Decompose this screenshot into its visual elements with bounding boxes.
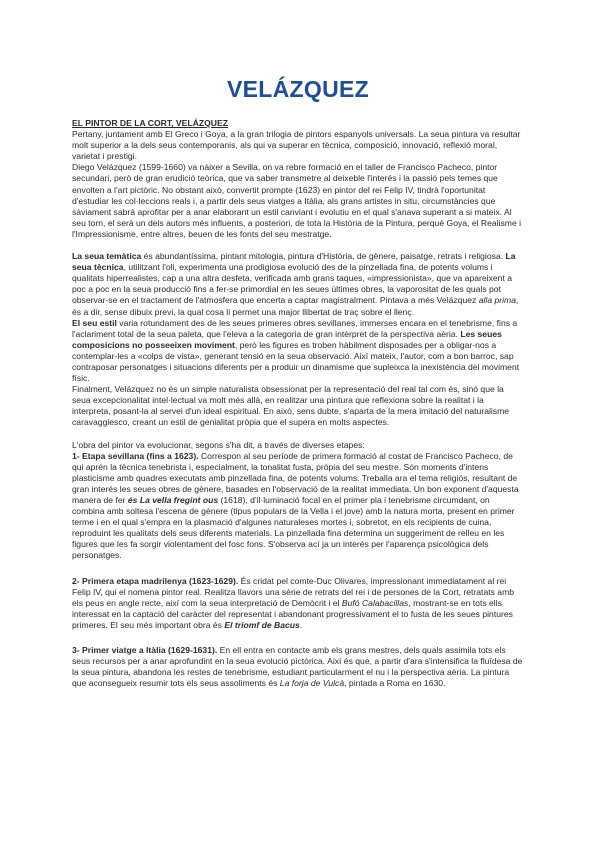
tematica-text-2: , utilitzant l'oli, experimenta una prodigiosa evolució des de la pinzellada fina, de potents volums i qualitats hiperrealistes, cap a una altra desfeta, verificada amb grans taques, «impressionista» bbox=[72, 262, 493, 284]
etapa-3-section bbox=[72, 645, 524, 689]
composicions-lead: Les seues composicions no posseeixen moviment bbox=[72, 328, 502, 350]
section-subtitle: EL PINTOR DE LA CORT, VELÁZQUEZ bbox=[72, 118, 228, 128]
etapa-2-paragraph bbox=[72, 576, 524, 631]
tematica-text-3: , és a dir, sense dibuix previ, la qual cosa li permet una major llibertat de traç sobre el llenç. bbox=[72, 295, 519, 317]
etapes-intro: L'obra del pintor va evolucionar, segons s'ha dit, a través de diverses etapes: bbox=[72, 439, 365, 450]
etapa-2-text-2: , mostrant-se en tots ells interessat en la captació del caràcter del representat i abandonant progressivament el to fusta de les seues pintures primeres. El seu més important obra és bbox=[72, 597, 513, 630]
etapa-3-text-2: , pintada a Roma en 1630. bbox=[344, 678, 446, 689]
etapa-3-lead: 3- Primer viatge a Itàlia (1629-1631). bbox=[72, 645, 218, 656]
etapa-1-paragraph bbox=[72, 451, 524, 562]
tematica-text-1: és abundantíssima, pintant mitologia, pintura d'Història, de gènere, paisatge, retrats i religiosa. bbox=[141, 251, 506, 262]
tematica-text-2b: , que va apareixent a poc a poc en la seua producció fins a fer-se primordial en les seues últimes obres, la vaporositat de les quals pot observar-se en el tractament de l'atmosfera que encerta a captar magistralment. Pintava a més Velázquez bbox=[72, 273, 512, 306]
tecnica-lead: La seua tècnica bbox=[72, 251, 516, 273]
etapa-3-text-1: En ell entra en contacte amb els grans mestres, dels quals assimila tots els seus recursos per a anar aprofundint en la seua evolució pictòrica. Així és que, a partir d'ara s'intensifica la fluïdesa de la seua pintura, abandona les restes de tenebrisme, estudiant particularment el nu i la perspectiva aèria. La pintura que aconsegueix resumir tots els seus assoliments és bbox=[72, 645, 523, 689]
etapa-1-text-1: Correspon al seu període de primera formació al costat de Francisco Pacheco, de qui aprén la tècnica tenebrista i, especialment, la tonalitat fusta, pròpia del seu mestre. Són moments d'intens plasticisme amb quadres executats amb pinzellada fina, de potents volums. Treballa ara el tema religiós, resultant de gran interés les seues obres de gènere, basades en l'observació de la realitat immediata. Un bon exponent d'aquesta manera de fer bbox=[72, 450, 519, 505]
tematica-section bbox=[72, 251, 524, 429]
etapa-1-text-2: (1618), d'il·luminació focal en el primer pla i tenebrisme circumdant, on combina amb soltesa l'escena de gènere (tipus populars de la Vella i el jove) amb la natura morta, present en primer terme i en el qual s'empra en la plasmació d'algunes naturaleses mortes i, sobretot, en els recipients de cuina, reproduint les qualitats dels seus diferents materials. La pinzellada fina determina un suggeriment de relleu en les figures que les fa sorgir violentament del fosc fons. S'observa ací ja un interés per l'aparença psicològica dels personatges. bbox=[72, 495, 515, 561]
intro-section bbox=[72, 118, 524, 240]
estil-text-1: varia rotundament des de les seues primeres obres sevillanes, immerses encara en el tenebrisme, fins a l'aclariment total de la seua paleta, que l'eleva a la categoria de gran intèrpret de la perspectiva aèria. bbox=[72, 317, 518, 339]
alla-prima-term: alla prima bbox=[478, 295, 516, 306]
page-title: VELÁZQUEZ bbox=[227, 76, 369, 102]
bufo-title: Bufó Calabacillas bbox=[341, 597, 409, 608]
etapa-2-section bbox=[72, 576, 524, 631]
etapa-3-work: La forja de Vulcà bbox=[279, 678, 345, 689]
etapa-1-lead: 1- Etapa sevillana (fins a 1623). bbox=[72, 450, 199, 461]
finalment-paragraph: Finalment, Velázquez no és un simple naturalista obsessionat per la representació del real tal com és, sinó que la seua excepcionalitat intel·lectual va molt més allà, en realitzar una pintura que reflexiona sobre la realitat i la interpreta, posant-la al servei d'un ideal espiritual. En això, sens dubte, s'aparta de la mera imitació del naturalisme caravaggiesco, creant un estil de genialitat pròpia que el supera en molts aspectes. bbox=[72, 384, 510, 428]
tematica-lead: La seua temàtica bbox=[72, 251, 142, 262]
tematica-paragraph bbox=[72, 251, 524, 318]
etapa-2-end: . bbox=[299, 619, 303, 630]
etapa-1-work: és La vella fregint ous bbox=[127, 495, 219, 505]
etapa-2-lead: 2- Primera etapa madrilenya (1623-1629). bbox=[72, 575, 239, 586]
etapa-2-work: El triomf de Bacus bbox=[224, 619, 300, 630]
intro-paragraph-2: Diego Velázquez (1599-1660) va nàixer a Sevilla, on va rebre formació en el taller de Francisco Pacheco, pintor secundari, però de gran erudició teòrica, que va saber transmetre al deixeble l'interés i la passió pels temes que envolten a l'art pictòric. No obstant això, convertit prompte (1623) en pintor del rei Felip IV, tindrà l'oportunitat d'estudiar les col·leccions reals i, a partir dels seus viatges a Itàlia, als grans artistes in situ, circumstàncies que sàviament sabrà aprofitar per a anar elaborant un estil canviant i evolutiu en el qual s'anava superant a si mateix. Al seu torn, el serà un dels autors més influents, a posteriori, de tota la Història de la Pintura, perquè Goya, el Realisme i l'Impressionisme, entre altres, beuen de les fonts del seu mestratge. bbox=[72, 162, 522, 239]
estil-paragraph bbox=[72, 318, 524, 385]
estil-text-2: , però les figures es troben hàbilment disposades per a obligar-nos a contemplar-les a «colps de vista», generant tensió en la seua observació. Així mateix, l'autor, com a bon barroc, sap contraposar personatges i situacions diferents per a produir un dinamisme que supleixca la inexistència del moviment físic. bbox=[72, 339, 520, 384]
etapes-section bbox=[72, 440, 524, 562]
estil-lead: El seu estil bbox=[72, 317, 117, 328]
etapa-3-paragraph bbox=[72, 645, 524, 689]
intro-paragraph-1: Pertany, juntament amb El Greco i Goya, a la gran trilogia de pintors espanyols universals. La seua pintura va resultar molt superior a la dels seus contemporanis, als qui va superar en tècnica, composició, innovació, reflexió moral, varietat i prestigi. bbox=[72, 129, 521, 162]
etapa-2-text-1: És cridat pel comte-Duc Olivares, impressionant immediatament al rei Felip IV, qui el nomena pintor real. Realitza llavors una sèrie de retrats del rei i de persones de la Cort, retratats amb els peus en angle recte, així com la seua interpretació de Demòcrit i el bbox=[72, 575, 515, 608]
